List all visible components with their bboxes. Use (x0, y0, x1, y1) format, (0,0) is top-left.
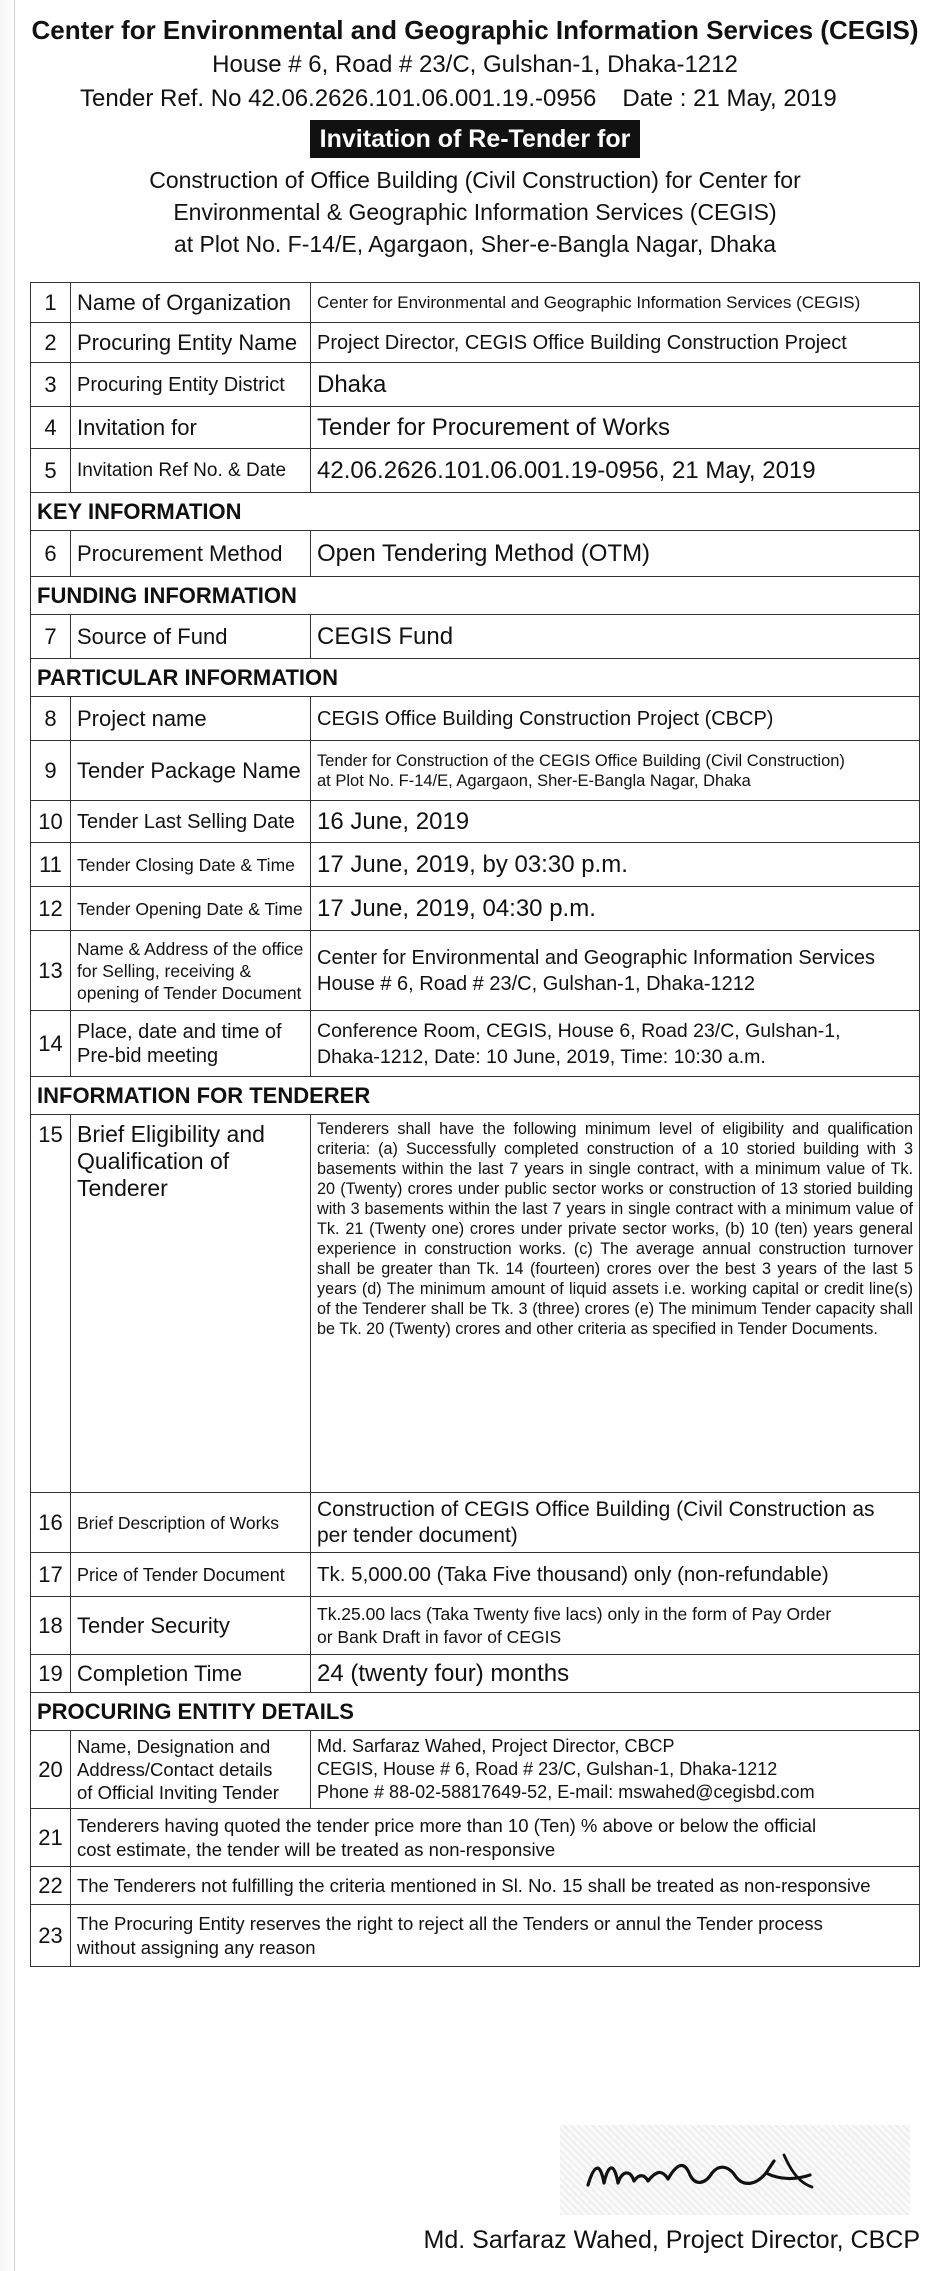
table-row (31, 741, 920, 801)
serial-number: 2 (31, 323, 71, 363)
field-name: Name of Organization (71, 283, 311, 323)
field-name: Tender Closing Date & Time (71, 843, 311, 887)
serial-number: 17 (31, 1553, 71, 1597)
value-line: Md. Sarfaraz Wahed, Project Director, CBCP (317, 1736, 675, 1756)
section-heading-row (31, 577, 920, 615)
section-heading-row (31, 659, 920, 697)
name-line: Place, date and time of (77, 1020, 282, 1043)
table-row (31, 1597, 920, 1655)
name-line: Qualification of (77, 1148, 230, 1174)
name-line: opening of Tender Document (77, 982, 302, 1003)
serial-number: 22 (31, 1867, 71, 1905)
field-value: Dhaka (311, 363, 920, 407)
condition-text: The Tenderers not fulfilling the criteria mentioned in Sl. No. 15 shall be treated as non-responsive (71, 1867, 920, 1905)
table-row (31, 1115, 920, 1493)
serial-number: 9 (31, 741, 71, 801)
field-name: Procurement Method (71, 531, 311, 577)
field-value (311, 931, 920, 1011)
field-name (71, 1731, 311, 1809)
table-row (31, 407, 920, 449)
section-heading-row (31, 1077, 920, 1115)
serial-number: 1 (31, 283, 71, 323)
section-heading-row (31, 493, 920, 531)
tender-date: Date : 21 May, 2019 (622, 85, 837, 112)
field-value: 17 June, 2019, 04:30 p.m. (311, 887, 920, 931)
field-name (71, 1115, 311, 1493)
field-name: Procuring Entity Name (71, 323, 311, 363)
table-row (31, 697, 920, 741)
table-row (31, 449, 920, 493)
serial-number: 6 (31, 531, 71, 577)
text-line: Tenderers having quoted the tender price more than 10 (Ten) % above or below the official (77, 1814, 817, 1836)
field-name: Tender Security (71, 1597, 311, 1655)
section-heading: PARTICULAR INFORMATION (31, 659, 920, 697)
serial-number: 5 (31, 449, 71, 493)
table-row (31, 1905, 920, 1967)
table-row (31, 1809, 920, 1867)
table-row (31, 801, 920, 843)
field-value (311, 741, 920, 801)
field-value (311, 1731, 920, 1809)
organization-address: House # 6, Road # 23/C, Gulshan-1, Dhaka-1212 (212, 51, 738, 78)
field-value: 17 June, 2019, by 03:30 p.m. (311, 843, 920, 887)
field-value (311, 1597, 920, 1655)
field-value: Center for Environmental and Geographic Information Services (CEGIS) (311, 283, 920, 323)
field-value (311, 1493, 920, 1553)
value-line: at Plot No. F-14/E, Agargaon, Sher-E-Bangla Nagar, Dhaka (317, 771, 751, 790)
field-value: 42.06.2626.101.06.001.19-0956, 21 May, 2019 (311, 449, 920, 493)
page-edge (0, 0, 15, 2271)
eligibility-criteria: Tenderers shall have the following minimum level of eligibility and qualification criteria: (a) Successfully completed construction of a 10 storied building with 3 basements within the last 7 years in single contract, with a minimum value of Tk. 20 (Twenty) crores under public sector works or construction of 13 storied building with 3 basements within the last 7 years in single contract with a minimum value of Tk. 21 (Twenty one) crores under private sector works, (b) 10 (ten) years general experience in construction works. (c) The average annual construction turnover shall be greater than Tk. 14 (fourteen) crores over the best 3 years of the last 5 years (d) The minimum amount of liquid assets i.e. working capital or credit line(s) of the Tenderer shall be Tk. 3 (three) crores (e) The minimum Tender capacity shall be Tk. 20 (Twenty) crores and other criteria as specified in Tender Documents. (311, 1115, 920, 1493)
serial-number: 21 (31, 1809, 71, 1867)
field-name: Tender Package Name (71, 741, 311, 801)
serial-number: 14 (31, 1011, 71, 1077)
section-heading: INFORMATION FOR TENDERER (31, 1077, 920, 1115)
section-heading: KEY INFORMATION (31, 493, 920, 531)
text-line: without assigning any reason (77, 1936, 316, 1958)
value-line: per tender document) (317, 1523, 518, 1547)
name-line: of Official Inviting Tender (77, 1782, 279, 1803)
table-row (31, 615, 920, 659)
field-name: Invitation for (71, 407, 311, 449)
field-value: 24 (twenty four) months (311, 1655, 920, 1693)
table-row (31, 1867, 920, 1905)
serial-number: 8 (31, 697, 71, 741)
value-line: Center for Environmental and Geographic Information Services (317, 946, 876, 969)
serial-number: 11 (31, 843, 71, 887)
condition-text (71, 1905, 920, 1967)
serial-number: 4 (31, 407, 71, 449)
subject-line: Construction of Office Building (Civil Construction) for Center for (149, 167, 801, 193)
text-line: cost estimate, the tender will be treated as non-responsive (77, 1838, 556, 1860)
field-name (71, 931, 311, 1011)
name-line: Address/Contact details (77, 1759, 273, 1780)
field-name: Tender Last Selling Date (71, 801, 311, 843)
tender-subject (30, 164, 920, 260)
field-value: CEGIS Office Building Construction Project (CBCP) (311, 697, 920, 741)
serial-number: 7 (31, 615, 71, 659)
field-name: Brief Description of Works (71, 1493, 311, 1553)
field-value: Open Tendering Method (OTM) (311, 531, 920, 577)
value-line: CEGIS, House # 6, Road # 23/C, Gulshan-1, Dhaka-1212 (317, 1759, 778, 1779)
tender-details-table (30, 282, 920, 1967)
table-row (31, 1655, 920, 1693)
text-line: The Procuring Entity reserves the right to reject all the Tenders or annul the Tender process (77, 1912, 823, 1934)
value-line: Construction of CEGIS Office Building (Civil Construction as (317, 1497, 875, 1521)
re-tender-banner: Invitation of Re-Tender for (310, 120, 641, 158)
section-heading: FUNDING INFORMATION (31, 577, 920, 615)
field-value: Tk. 5,000.00 (Taka Five thousand) only (non-refundable) (311, 1553, 920, 1597)
section-heading-row (31, 1693, 920, 1731)
name-line: for Selling, receiving & (77, 960, 252, 981)
table-row (31, 1011, 920, 1077)
field-name: Tender Opening Date & Time (71, 887, 311, 931)
table-row (31, 1553, 920, 1597)
serial-number: 13 (31, 931, 71, 1011)
serial-number: 16 (31, 1493, 71, 1553)
field-name: Invitation Ref No. & Date (71, 449, 311, 493)
field-name: Price of Tender Document (71, 1553, 311, 1597)
organization-title: Center for Environmental and Geographic Information Services (CEGIS) (31, 15, 919, 45)
value-line: or Bank Draft in favor of CEGIS (317, 1626, 562, 1647)
value-line: Tender for Construction of the CEGIS Office Building (Civil Construction) (317, 751, 845, 770)
table-row (31, 1493, 920, 1553)
field-value: Tender for Procurement of Works (311, 407, 920, 449)
section-heading: PROCURING ENTITY DETAILS (31, 1693, 920, 1731)
serial-number: 23 (31, 1905, 71, 1967)
table-row (31, 363, 920, 407)
table-row (31, 323, 920, 363)
signature-area (560, 2125, 910, 2215)
value-line: Tk.25.00 lacs (Taka Twenty five lacs) only in the form of Pay Order (317, 1603, 832, 1624)
field-value: CEGIS Fund (311, 615, 920, 659)
serial-number: 3 (31, 363, 71, 407)
field-name: Project name (71, 697, 311, 741)
signatory-name: Md. Sarfaraz Wahed, Project Director, CBCP (423, 2226, 920, 2254)
serial-number: 18 (31, 1597, 71, 1655)
serial-number: 20 (31, 1731, 71, 1809)
value-line: Dhaka-1212, Date: 10 June, 2019, Time: 10:30 a.m. (317, 1045, 766, 1068)
serial-number: 15 (31, 1115, 71, 1493)
name-line: Name & Address of the office (77, 938, 304, 959)
tender-reference (30, 82, 920, 116)
notice-header (30, 12, 920, 260)
subject-line: at Plot No. F-14/E, Agargaon, Sher-e-Bangla Nagar, Dhaka (173, 231, 777, 257)
table-row (31, 887, 920, 931)
name-line: Tenderer (77, 1175, 168, 1201)
table-row (31, 283, 920, 323)
serial-number: 10 (31, 801, 71, 843)
field-name: Completion Time (71, 1655, 311, 1693)
condition-text (71, 1809, 920, 1867)
field-name (71, 1011, 311, 1077)
table-row (31, 1731, 920, 1809)
tender-ref-number: Tender Ref. No 42.06.2626.101.06.001.19.-0956 (80, 85, 597, 112)
field-name: Source of Fund (71, 615, 311, 659)
value-line: House # 6, Road # 23/C, Gulshan-1, Dhaka-1212 (317, 972, 756, 995)
field-value: Project Director, CEGIS Office Building Construction Project (311, 323, 920, 363)
serial-number: 12 (31, 887, 71, 931)
table-row (31, 931, 920, 1011)
subject-line: Environmental & Geographic Information Services (CEGIS) (173, 199, 777, 225)
value-line: Conference Room, CEGIS, House 6, Road 23/C, Gulshan-1, (317, 1019, 841, 1042)
table-row (31, 531, 920, 577)
field-value (311, 1011, 920, 1077)
value-line: Phone # 88-02-58817649-52, E-mail: mswahed@cegisbd.com (317, 1782, 815, 1802)
name-line: Pre-bid meeting (77, 1044, 219, 1067)
serial-number: 19 (31, 1655, 71, 1693)
field-value: 16 June, 2019 (311, 801, 920, 843)
name-line: Name, Designation and (77, 1736, 271, 1757)
table-row (31, 843, 920, 887)
handwritten-signature (560, 2125, 910, 2215)
name-line: Brief Eligibility and (77, 1121, 265, 1147)
field-name: Procuring Entity District (71, 363, 311, 407)
